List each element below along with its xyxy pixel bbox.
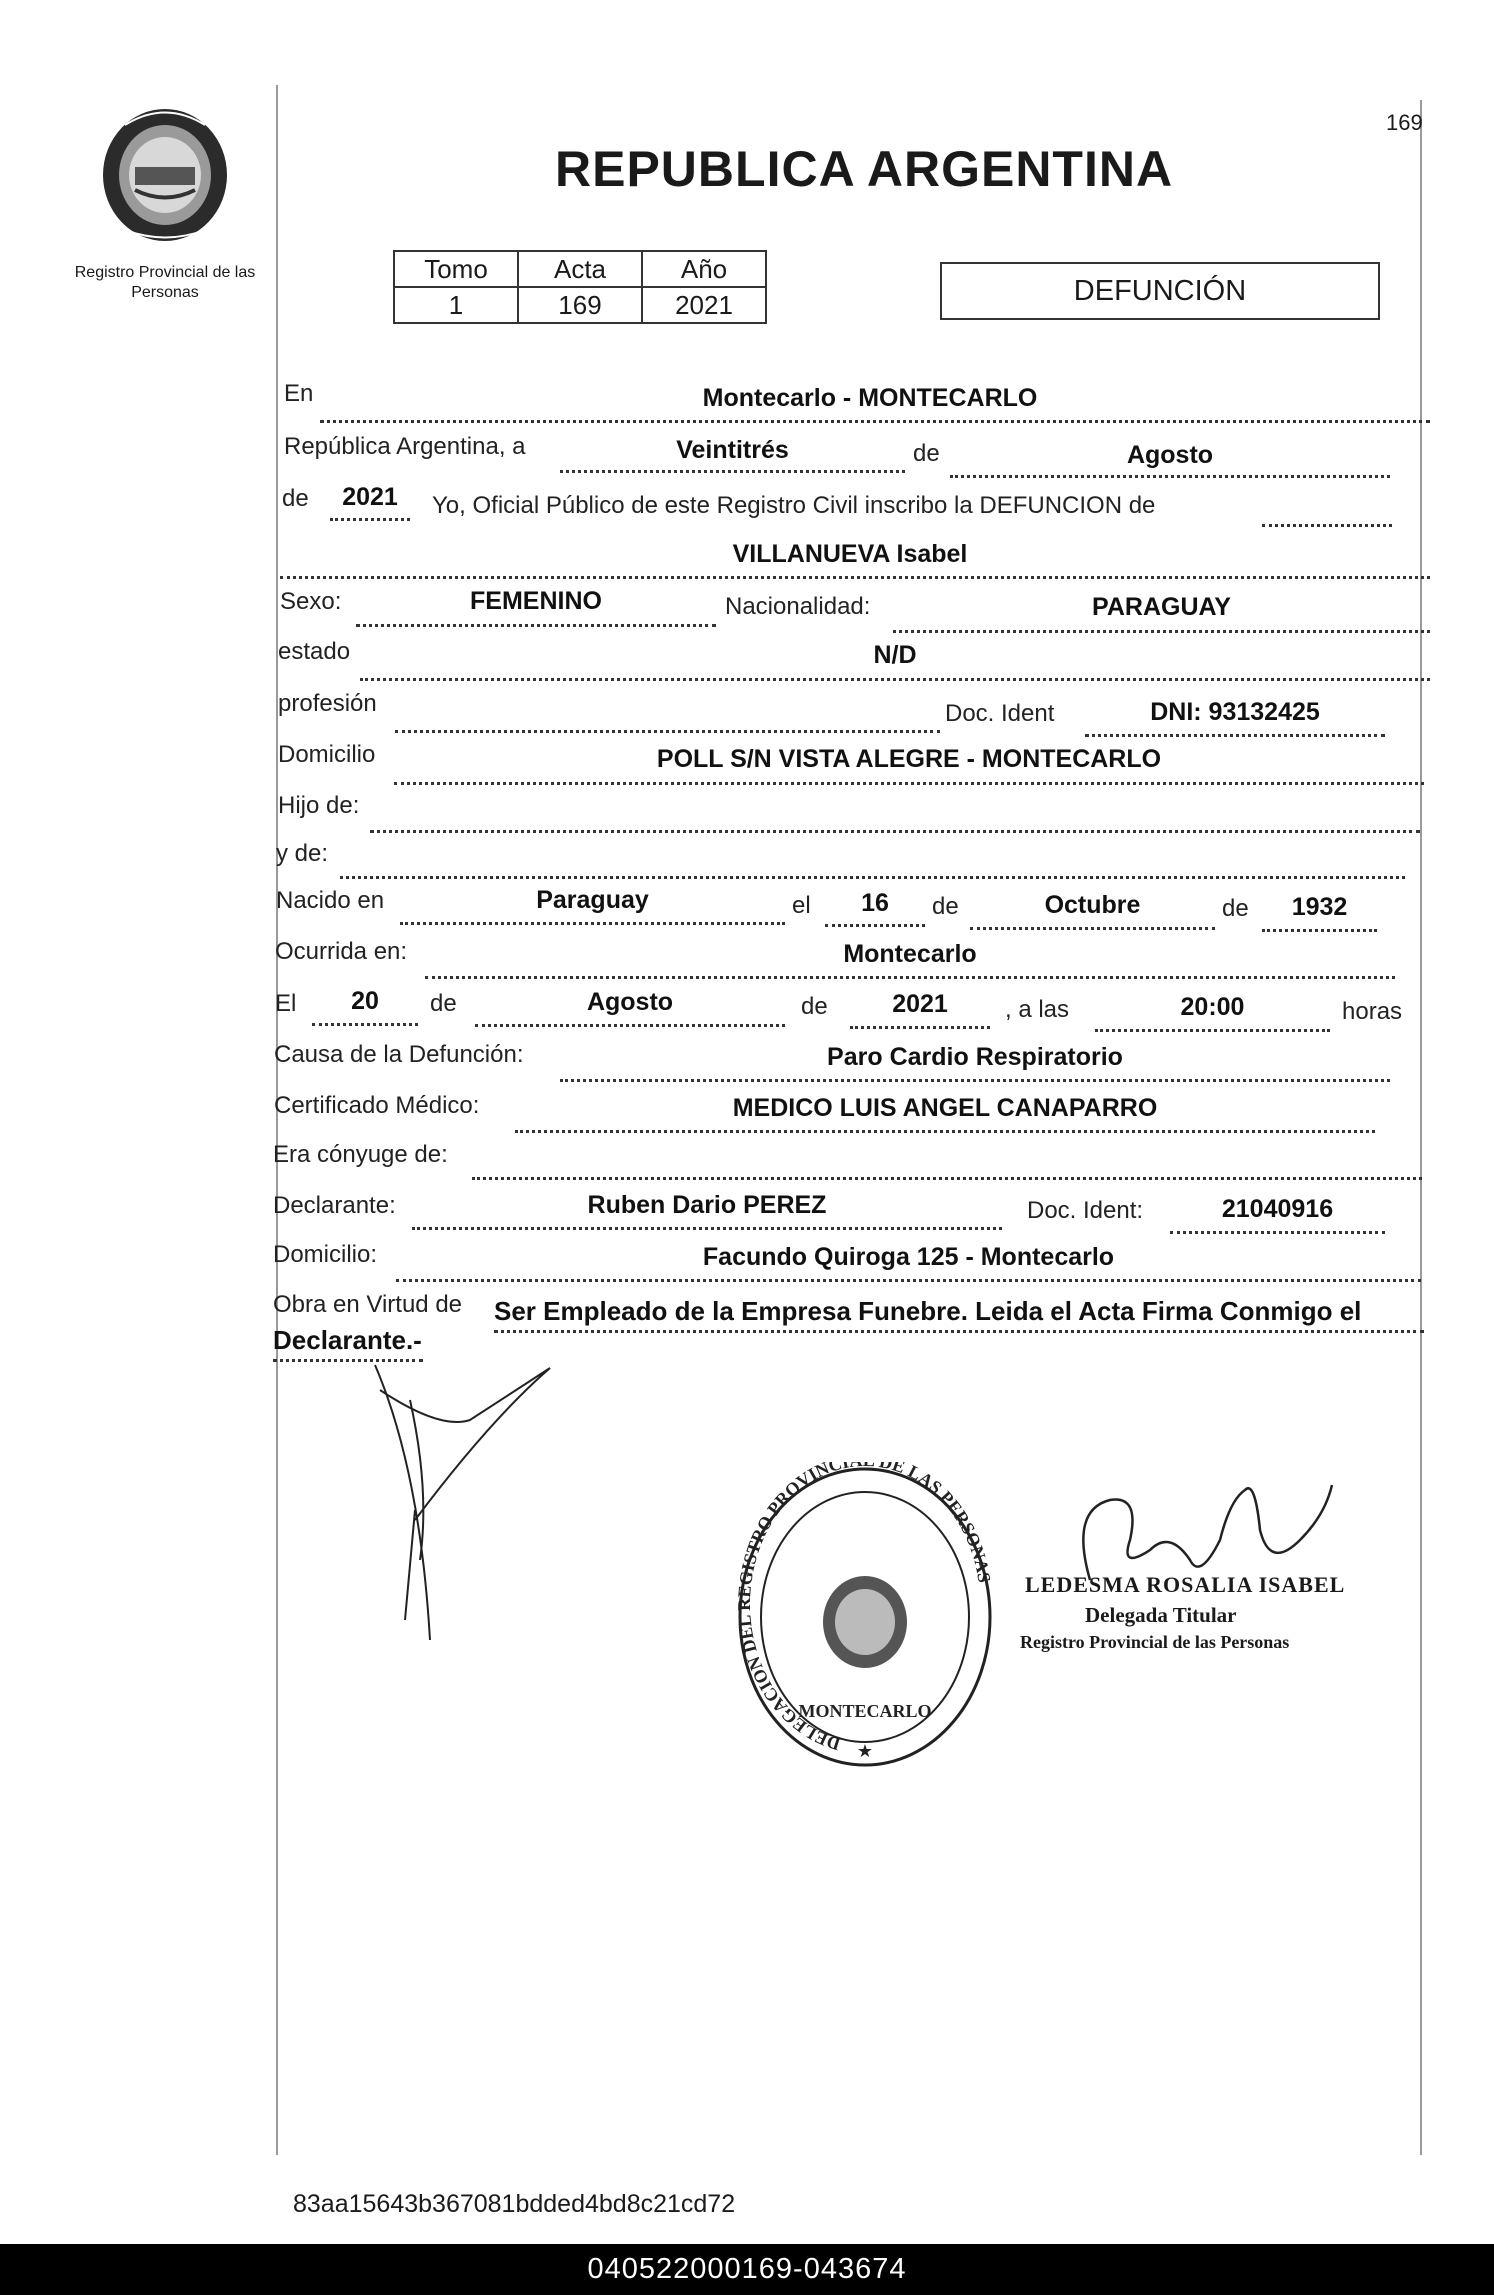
doc-line [1085, 734, 1385, 737]
acta-header-anio: Año [642, 251, 766, 287]
left-margin-line [276, 85, 278, 2155]
official-role: Delegada Titular [1085, 1603, 1237, 1627]
profesion-line [395, 730, 940, 733]
oficial-line [1262, 524, 1392, 527]
declarante-doc-value: 21040916 [1221, 1195, 1334, 1223]
birth-year-line [1262, 929, 1377, 932]
declarante-line [412, 1227, 1002, 1230]
republica-label: República Argentina, a [284, 433, 526, 460]
doc-value: DNI: 93132425 [1150, 698, 1320, 726]
acta-table [393, 250, 767, 324]
hijo-label: Hijo de: [278, 792, 360, 819]
nacido-label: Nacido en [276, 887, 385, 914]
ocurrida-value: Montecarlo [843, 940, 977, 968]
en-label: En [284, 380, 314, 407]
obra-label: Obra en Virtud de [273, 1291, 463, 1318]
birth-month-value: Octubre [1044, 891, 1141, 919]
alas-label: , a las [1005, 996, 1070, 1023]
document-title: REPUBLICA ARGENTINA [555, 141, 1174, 197]
domicilio-label: Domicilio [278, 741, 376, 768]
province-logo [95, 95, 235, 245]
de-label-2: de [282, 485, 309, 512]
conyuge-line [472, 1177, 1422, 1180]
acta-value-anio: 2021 [642, 287, 766, 323]
birth-day-line [825, 924, 925, 927]
horas-label: horas [1342, 998, 1403, 1025]
estado-line [360, 678, 1430, 681]
de-label-5: de [430, 990, 457, 1017]
declarante-domicilio-value: Facundo Quiroga 125 - Montecarlo [702, 1243, 1115, 1271]
causa-line [560, 1079, 1390, 1082]
official-stamp [735, 1462, 995, 1772]
logo-caption: Registro Provincial de las Personas [74, 264, 256, 301]
month-value: Agosto [1126, 441, 1214, 469]
acta-value-tomo: 1 [394, 287, 518, 323]
nacionalidad-line [893, 630, 1430, 633]
obra-line2-value: Declarante.- [273, 1325, 422, 1355]
acta-value-acta: 169 [518, 287, 642, 323]
de-label: de [913, 440, 940, 467]
obra-line1-value: Ser Empleado de la Empresa Funebre. Leida el Acta Firma Conmigo el [494, 1296, 1362, 1326]
profesion-label: profesión [278, 690, 377, 717]
deceased-name-value: VILLANUEVA Isabel [732, 540, 968, 568]
sexo-label: Sexo: [280, 588, 342, 615]
page-number: 169 [1386, 110, 1423, 135]
el-label: el [792, 892, 811, 919]
ocurrida-label: Ocurrida en: [275, 938, 408, 965]
official-name: LEDESMA ROSALIA ISABEL [1025, 1572, 1346, 1597]
birth-day-value: 16 [861, 889, 889, 917]
death-day-line [312, 1023, 418, 1026]
declarante-signature [360, 1360, 560, 1660]
ocurrida-line [425, 976, 1395, 979]
de-label-6: de [801, 993, 828, 1020]
domicilio-label-2: Domicilio: [273, 1241, 378, 1268]
record-type-box: DEFUNCIÓN [940, 262, 1380, 320]
death-month-value: Agosto [586, 988, 674, 1016]
nacionalidad-label: Nacionalidad: [725, 593, 871, 620]
official-org: Registro Provincial de las Personas [1020, 1632, 1290, 1652]
certificado-label: Certificado Médico: [274, 1092, 480, 1119]
barcode-bar: 040522000169-043674 [0, 2244, 1494, 2295]
acta-header-acta: Acta [518, 251, 642, 287]
deceased-name-line [280, 576, 1430, 579]
year-line [330, 518, 410, 521]
de-label-3: de [932, 893, 959, 920]
place-line [320, 420, 1430, 423]
nacido-en-line [400, 922, 785, 925]
declarante-label: Declarante: [273, 1192, 396, 1219]
el-label-2: El [275, 990, 297, 1017]
doc-ident-label: Doc. Ident [945, 700, 1055, 727]
nacido-en-value: Paraguay [536, 886, 649, 914]
sexo-value: FEMENINO [470, 587, 602, 615]
obra-line1-line [494, 1330, 1424, 1333]
death-day-value: 20 [351, 987, 379, 1015]
declarante-value: Ruben Dario PEREZ [587, 1191, 827, 1219]
causa-value: Paro Cardio Respiratorio [827, 1043, 1123, 1071]
acta-header-tomo: Tomo [394, 251, 518, 287]
death-month-line [475, 1024, 785, 1027]
declarante-doc-label: Doc. Ident: [1027, 1197, 1144, 1224]
birth-month-line [970, 927, 1215, 930]
place-value: Montecarlo - MONTECARLO [702, 384, 1038, 412]
nacionalidad-value: PARAGUAY [1092, 593, 1231, 621]
right-margin-line [1420, 100, 1422, 2155]
stamp-ring-text: DELEGACION DEL REGISTRO PROVINC DE LAS PERSONAS [735, 1462, 995, 1755]
death-year-value: 2021 [892, 990, 948, 1018]
hour-line [1095, 1029, 1330, 1032]
yde-line [340, 876, 1405, 879]
conyuge-label: Era cónyuge de: [273, 1141, 448, 1168]
certificado-line [515, 1130, 1375, 1133]
star-icon: ★ [856, 1741, 874, 1761]
causa-label: Causa de la Defunción: [274, 1041, 524, 1068]
estado-label: estado [278, 638, 351, 665]
estado-value: N/D [873, 641, 917, 669]
hour-value: 20:00 [1180, 993, 1245, 1021]
day-words-value: Veintitrés [676, 436, 789, 464]
birth-year-value: 1932 [1291, 893, 1348, 921]
declarante-domicilio-line [396, 1279, 1421, 1282]
stamp-center-text: MONTECARLO [798, 1701, 932, 1721]
yde-label: y de: [276, 840, 329, 867]
oficial-text: Yo, Oficial Público de este Registro Civil inscribo la DEFUNCION de [432, 492, 1156, 519]
month-line [950, 475, 1390, 478]
certificado-value: MEDICO LUIS ANGEL CANAPARRO [732, 1094, 1158, 1122]
document-hash: 83aa15643b367081bdded4bd8c21cd72 [293, 2190, 736, 2218]
day-words-line [560, 470, 905, 473]
death-year-line [850, 1026, 990, 1029]
declarante-doc-line [1170, 1231, 1385, 1234]
domicilio-line [394, 782, 1424, 785]
domicilio-value: POLL S/N VISTA ALEGRE - MONTECARLO [656, 745, 1162, 773]
hijo-line [370, 830, 1420, 833]
year-value: 2021 [342, 483, 398, 511]
sexo-line [356, 624, 716, 627]
de-label-4: de [1222, 895, 1249, 922]
